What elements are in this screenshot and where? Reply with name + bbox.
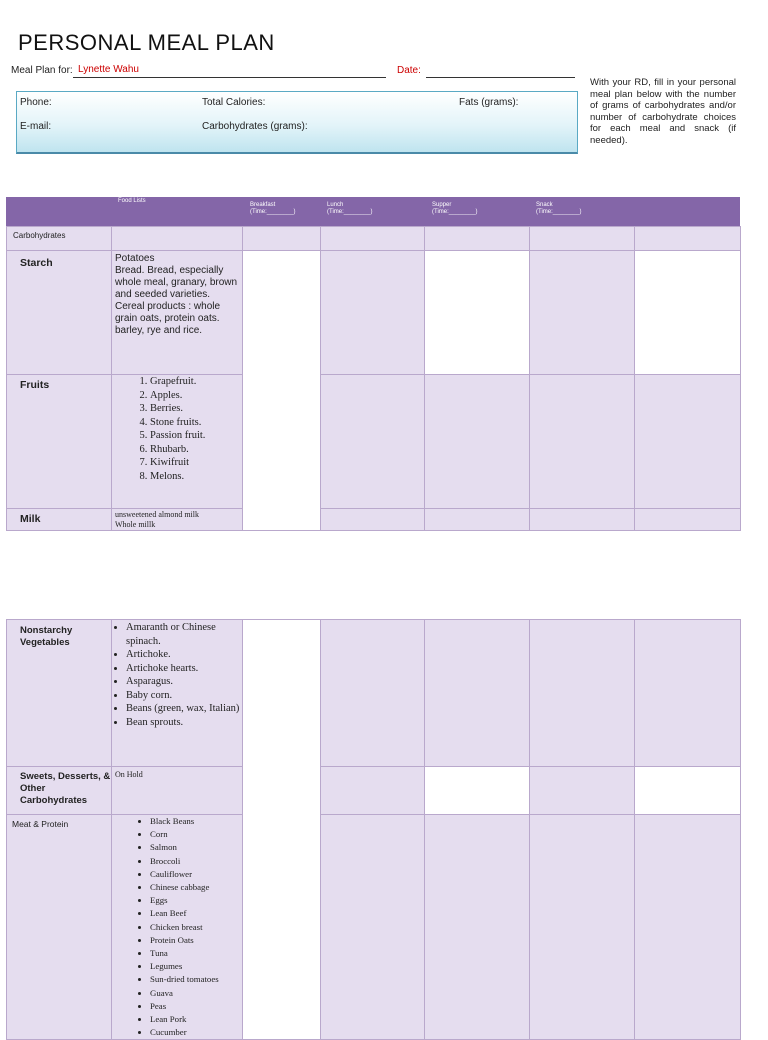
carbohydrates-label: Carbohydrates [13, 231, 66, 240]
protein-item: • Protein Oats [150, 934, 242, 947]
total-calories-field[interactable]: Total Calories: [202, 97, 266, 108]
row-label-carbohydrates [7, 227, 112, 251]
nonstarchy-label: Nonstarchy Vegetables [20, 625, 73, 648]
protein-item: • Chicken breast [150, 921, 242, 934]
table-row [7, 620, 741, 767]
table-cell [112, 227, 243, 251]
meal-plan-for-field[interactable]: Lynette Wahu [78, 64, 139, 75]
protein-item: • Sun-dried tomatoes [150, 973, 242, 986]
supper-cell[interactable] [425, 620, 530, 767]
lunch-cell[interactable] [321, 620, 425, 767]
starch-text: Potatoes Bread. Bread, especially whole meal, granary, brown and seeded varieties. Cereal products : whole grain oats, protein oats. barley, rye and rice. [115, 253, 238, 336]
protein-item: • Black Beans [150, 815, 242, 828]
protein-item: • Legumes [150, 960, 242, 973]
protein-item: • Salmon [150, 841, 242, 854]
protein-item: • Eggs [150, 894, 242, 907]
breakfast-cell[interactable] [243, 251, 321, 531]
contact-info-box [16, 91, 578, 154]
nonstarchy-food-list [112, 620, 243, 767]
starch-food-list [112, 251, 243, 375]
supper-cell[interactable] [425, 227, 530, 251]
table-row [7, 251, 741, 375]
header-breakfast-label: Breakfast [250, 202, 276, 208]
milk-item: unsweetened almond milk [115, 510, 199, 519]
page-title: PERSONAL MEAL PLAN [18, 30, 275, 55]
header-snack-time: (Time:________) [536, 209, 582, 215]
fats-grams-field[interactable]: Fats (grams): [459, 97, 519, 108]
snack-cell[interactable] [530, 227, 635, 251]
meal-plan-for-label: Meal Plan for: [11, 65, 73, 76]
header-lunch-time: (Time:________) [327, 209, 373, 215]
vegetable-item: • Bean sprouts. [126, 716, 242, 730]
supper-cell[interactable] [425, 375, 530, 509]
fruits-list [112, 375, 242, 483]
row-label-milk [7, 509, 112, 531]
milk-food-list [112, 509, 243, 531]
protein-item: • Cauliflower [150, 868, 242, 881]
row-label-fruits [7, 375, 112, 509]
extra-cell[interactable] [635, 815, 741, 1040]
snack-cell[interactable] [530, 375, 635, 509]
lunch-cell[interactable] [321, 227, 425, 251]
lunch-cell[interactable] [321, 815, 425, 1040]
breakfast-cell[interactable] [243, 620, 321, 1040]
header-snack-label: Snack [536, 202, 553, 208]
date-field[interactable] [426, 77, 575, 78]
sweets-text: On Hold [115, 770, 143, 779]
carbohydrates-grams-field[interactable]: Carbohydrates (grams): [202, 121, 308, 132]
header-lunch-label: Lunch [327, 202, 344, 208]
meal-plan-for-underline [73, 77, 386, 78]
extra-cell[interactable] [635, 375, 741, 509]
protein-item: • Cucumber [150, 1026, 242, 1039]
supper-cell[interactable] [425, 251, 530, 375]
table-row [7, 509, 741, 531]
fruit-item: 8. Melons. [150, 470, 242, 484]
row-label-starch [7, 251, 112, 375]
vegetable-item: • Amaranth or Chinese spinach. [126, 621, 242, 648]
supper-cell[interactable] [425, 509, 530, 531]
meat-list [112, 815, 242, 1039]
supper-cell[interactable] [425, 767, 530, 815]
sweets-food-list [112, 767, 243, 815]
extra-cell[interactable] [635, 620, 741, 767]
snack-cell[interactable] [530, 815, 635, 1040]
milk-item: Whole millk [115, 520, 156, 529]
table-row [7, 375, 741, 509]
protein-item: • Broccoli [150, 855, 242, 868]
fruit-item: 4. Stone fruits. [150, 416, 242, 430]
protein-item: • Lean Beef [150, 907, 242, 920]
instructions-note: With your RD, fill in your personal meal plan below with the number of grams of carbohydrates and/or number of carbohydrate choices for each meal and snack (if needed). [590, 77, 736, 146]
milk-label: Milk [20, 513, 41, 525]
header-supper [432, 202, 477, 216]
extra-cell[interactable] [635, 227, 741, 251]
vegetable-item: • Baby corn. [126, 689, 242, 703]
phone-field[interactable]: Phone: [20, 97, 52, 108]
vegetable-item: • Asparagus. [126, 675, 242, 689]
meal-plan-table-1 [6, 226, 741, 531]
lunch-cell[interactable] [321, 767, 425, 815]
protein-item: • Corn [150, 828, 242, 841]
lunch-cell[interactable] [321, 251, 425, 375]
table-row [7, 767, 741, 815]
snack-cell[interactable] [530, 251, 635, 375]
sweets-label: Sweets, Desserts, & Other Carbohydrates [20, 771, 111, 806]
protein-item: • Peas [150, 1000, 242, 1013]
protein-item: • Guava [150, 987, 242, 1000]
fruit-item: 3. Berries. [150, 402, 242, 416]
row-label-nonstarchy [7, 620, 112, 767]
starch-label: Starch [20, 257, 53, 269]
meal-plan-table-2 [6, 619, 741, 1040]
fruit-item: 5. Passion fruit. [150, 429, 242, 443]
supper-cell[interactable] [425, 815, 530, 1040]
extra-cell[interactable] [635, 767, 741, 815]
fruits-food-list [112, 375, 243, 509]
table-row [7, 227, 741, 251]
meat-label: Meat & Protein [12, 819, 69, 829]
date-label: Date: [397, 65, 421, 76]
email-field[interactable]: E-mail: [20, 121, 52, 132]
fruit-item: 2. Apples. [150, 389, 242, 403]
table-row [7, 815, 741, 1040]
snack-cell[interactable] [530, 509, 635, 531]
header-snack [536, 202, 581, 216]
snack-cell[interactable] [530, 767, 635, 815]
nonstarchy-list [112, 620, 242, 729]
lunch-cell[interactable] [321, 375, 425, 509]
fruit-item: 1. Grapefruit. [150, 375, 242, 389]
header-supper-label: Supper [432, 202, 452, 208]
vegetable-item: • Artichoke hearts. [126, 662, 242, 676]
header-supper-time: (Time:________) [432, 209, 478, 215]
row-label-meat [7, 815, 112, 1040]
vegetable-item: • Beans (green, wax, Italian) [126, 702, 242, 716]
breakfast-cell[interactable] [243, 227, 321, 251]
header-lunch [327, 202, 372, 216]
extra-cell[interactable] [635, 509, 741, 531]
header-breakfast-time: (Time:________) [250, 209, 296, 215]
row-label-sweets [7, 767, 112, 815]
protein-item: • Chinese cabbage [150, 881, 242, 894]
fruit-item: 6. Rhubarb. [150, 443, 242, 457]
fruit-item: 7. Kiwifruit [150, 456, 242, 470]
lunch-cell[interactable] [321, 509, 425, 531]
vegetable-item: • Artichoke. [126, 648, 242, 662]
snack-cell[interactable] [530, 620, 635, 767]
header-food-lists: Food Lists [118, 198, 146, 204]
protein-item: • Lean Pork [150, 1013, 242, 1026]
fruits-label: Fruits [20, 379, 50, 391]
header-breakfast [250, 202, 295, 216]
protein-item: • Tuna [150, 947, 242, 960]
table-header [6, 197, 740, 226]
extra-cell[interactable] [635, 251, 741, 375]
meat-food-list [112, 815, 243, 1040]
